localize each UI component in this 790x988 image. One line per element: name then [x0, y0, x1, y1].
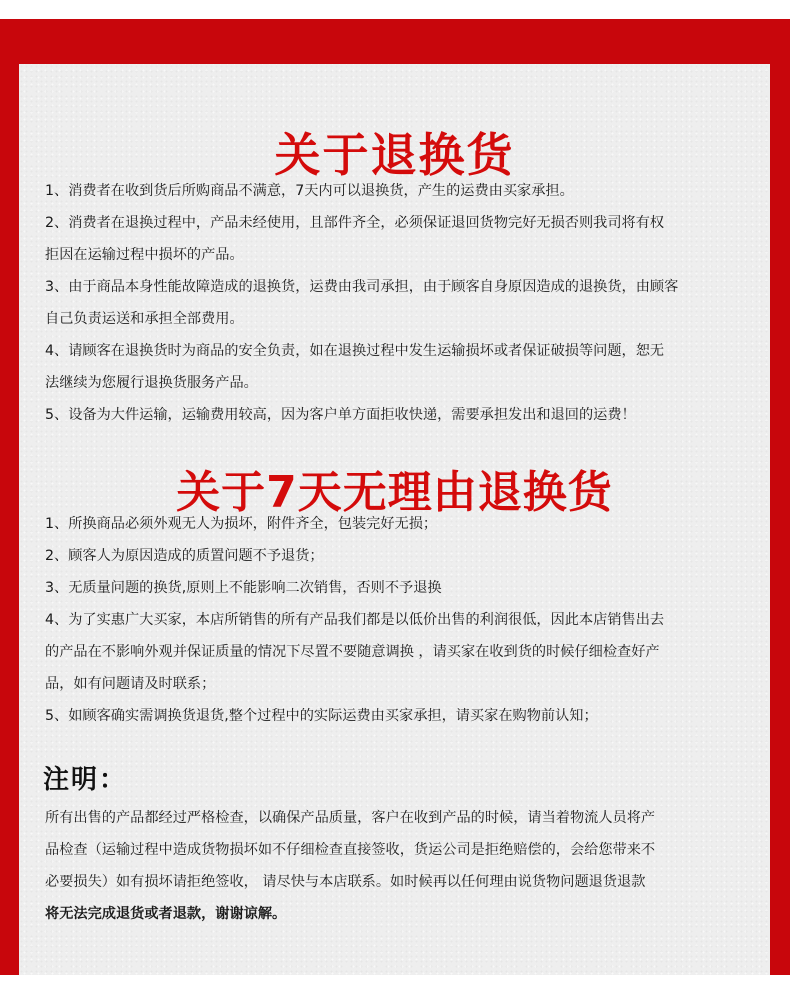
term-line: 2、消费者在退换过程中，产品未经使用，且部件齐全，必须保证退回货物完好无损否则我司将有权 [45, 215, 665, 231]
note-line: 所有出售的产品都经过严格检查，以确保产品质量，客户在收到产品的时候，请当着物流人员将产 [45, 810, 656, 826]
notice-panel [19, 64, 770, 975]
term-line: 拒因在运输过程中损坏的产品。 [45, 247, 244, 263]
note-text [45, 802, 755, 930]
red-frame [0, 19, 790, 975]
note-line: 将无法完成退货或者退款，谢谢谅解。 [45, 906, 287, 922]
note-heading: 注明： [43, 765, 128, 795]
term-line: 的产品在不影响外观并保证质量的情况下尽置不要随意调换 ，请买家在收到货的时候仔细检查好产 [45, 644, 660, 660]
term-line: 法继续为您履行退换货服务产品。 [45, 375, 258, 391]
term-line: 3、无质量问题的换货,原则上不能影响二次销售，否则不予退换 [45, 580, 442, 596]
term-line: 5、如顾客确实需调换货退货,整个过程中的实际运费由买家承担，请买家在购物前认知； [45, 708, 598, 724]
term-line: 5、设备为大件运输，运输费用较高，因为客户单方面拒收快递，需要承担发出和退回的运费！ [45, 407, 636, 423]
note-line: 必要损失）如有损坏请拒绝签收， 请尽快与本店联系。如时候再以任何理由说货物问题退货退款 [45, 874, 646, 890]
term-line: 3、由于商品本身性能故障造成的退换货，运费由我司承担，由于顾客自身原因造成的退换货，由顾客 [45, 279, 679, 295]
term-line: 4、为了实惠广大买家，本店所销售的所有产品我们都是以低价出售的利润很低，因此本店销售出去 [45, 612, 665, 628]
seven-day-return-terms [45, 508, 757, 732]
note-line: 品检查（运输过程中造成货物损坏如不仔细检查直接签收，货运公司是拒绝赔偿的，会给您带来不 [45, 842, 656, 858]
term-line: 自己负责运送和承担全部费用。 [45, 311, 244, 327]
term-line: 品，如有问题请及时联系； [45, 676, 216, 692]
return-exchange-terms [45, 175, 757, 431]
seven-day-return-title: 关于7天无理由退换货 [176, 467, 613, 519]
return-exchange-title: 关于退换货 [274, 127, 515, 182]
term-line: 1、消费者在收到货后所购商品不满意，7天内可以退换货，产生的运费由买家承担。 [45, 183, 574, 199]
term-line: 1、所换商品必须外观无人为损坏，附件齐全，包装完好无损； [45, 516, 438, 532]
term-line: 2、顾客人为原因造成的质置问题不予退货； [45, 548, 324, 564]
term-line: 4、请顾客在退换货时为商品的安全负责，如在退换过程中发生运输损坏或者保证破损等问题，恕无 [45, 343, 665, 359]
